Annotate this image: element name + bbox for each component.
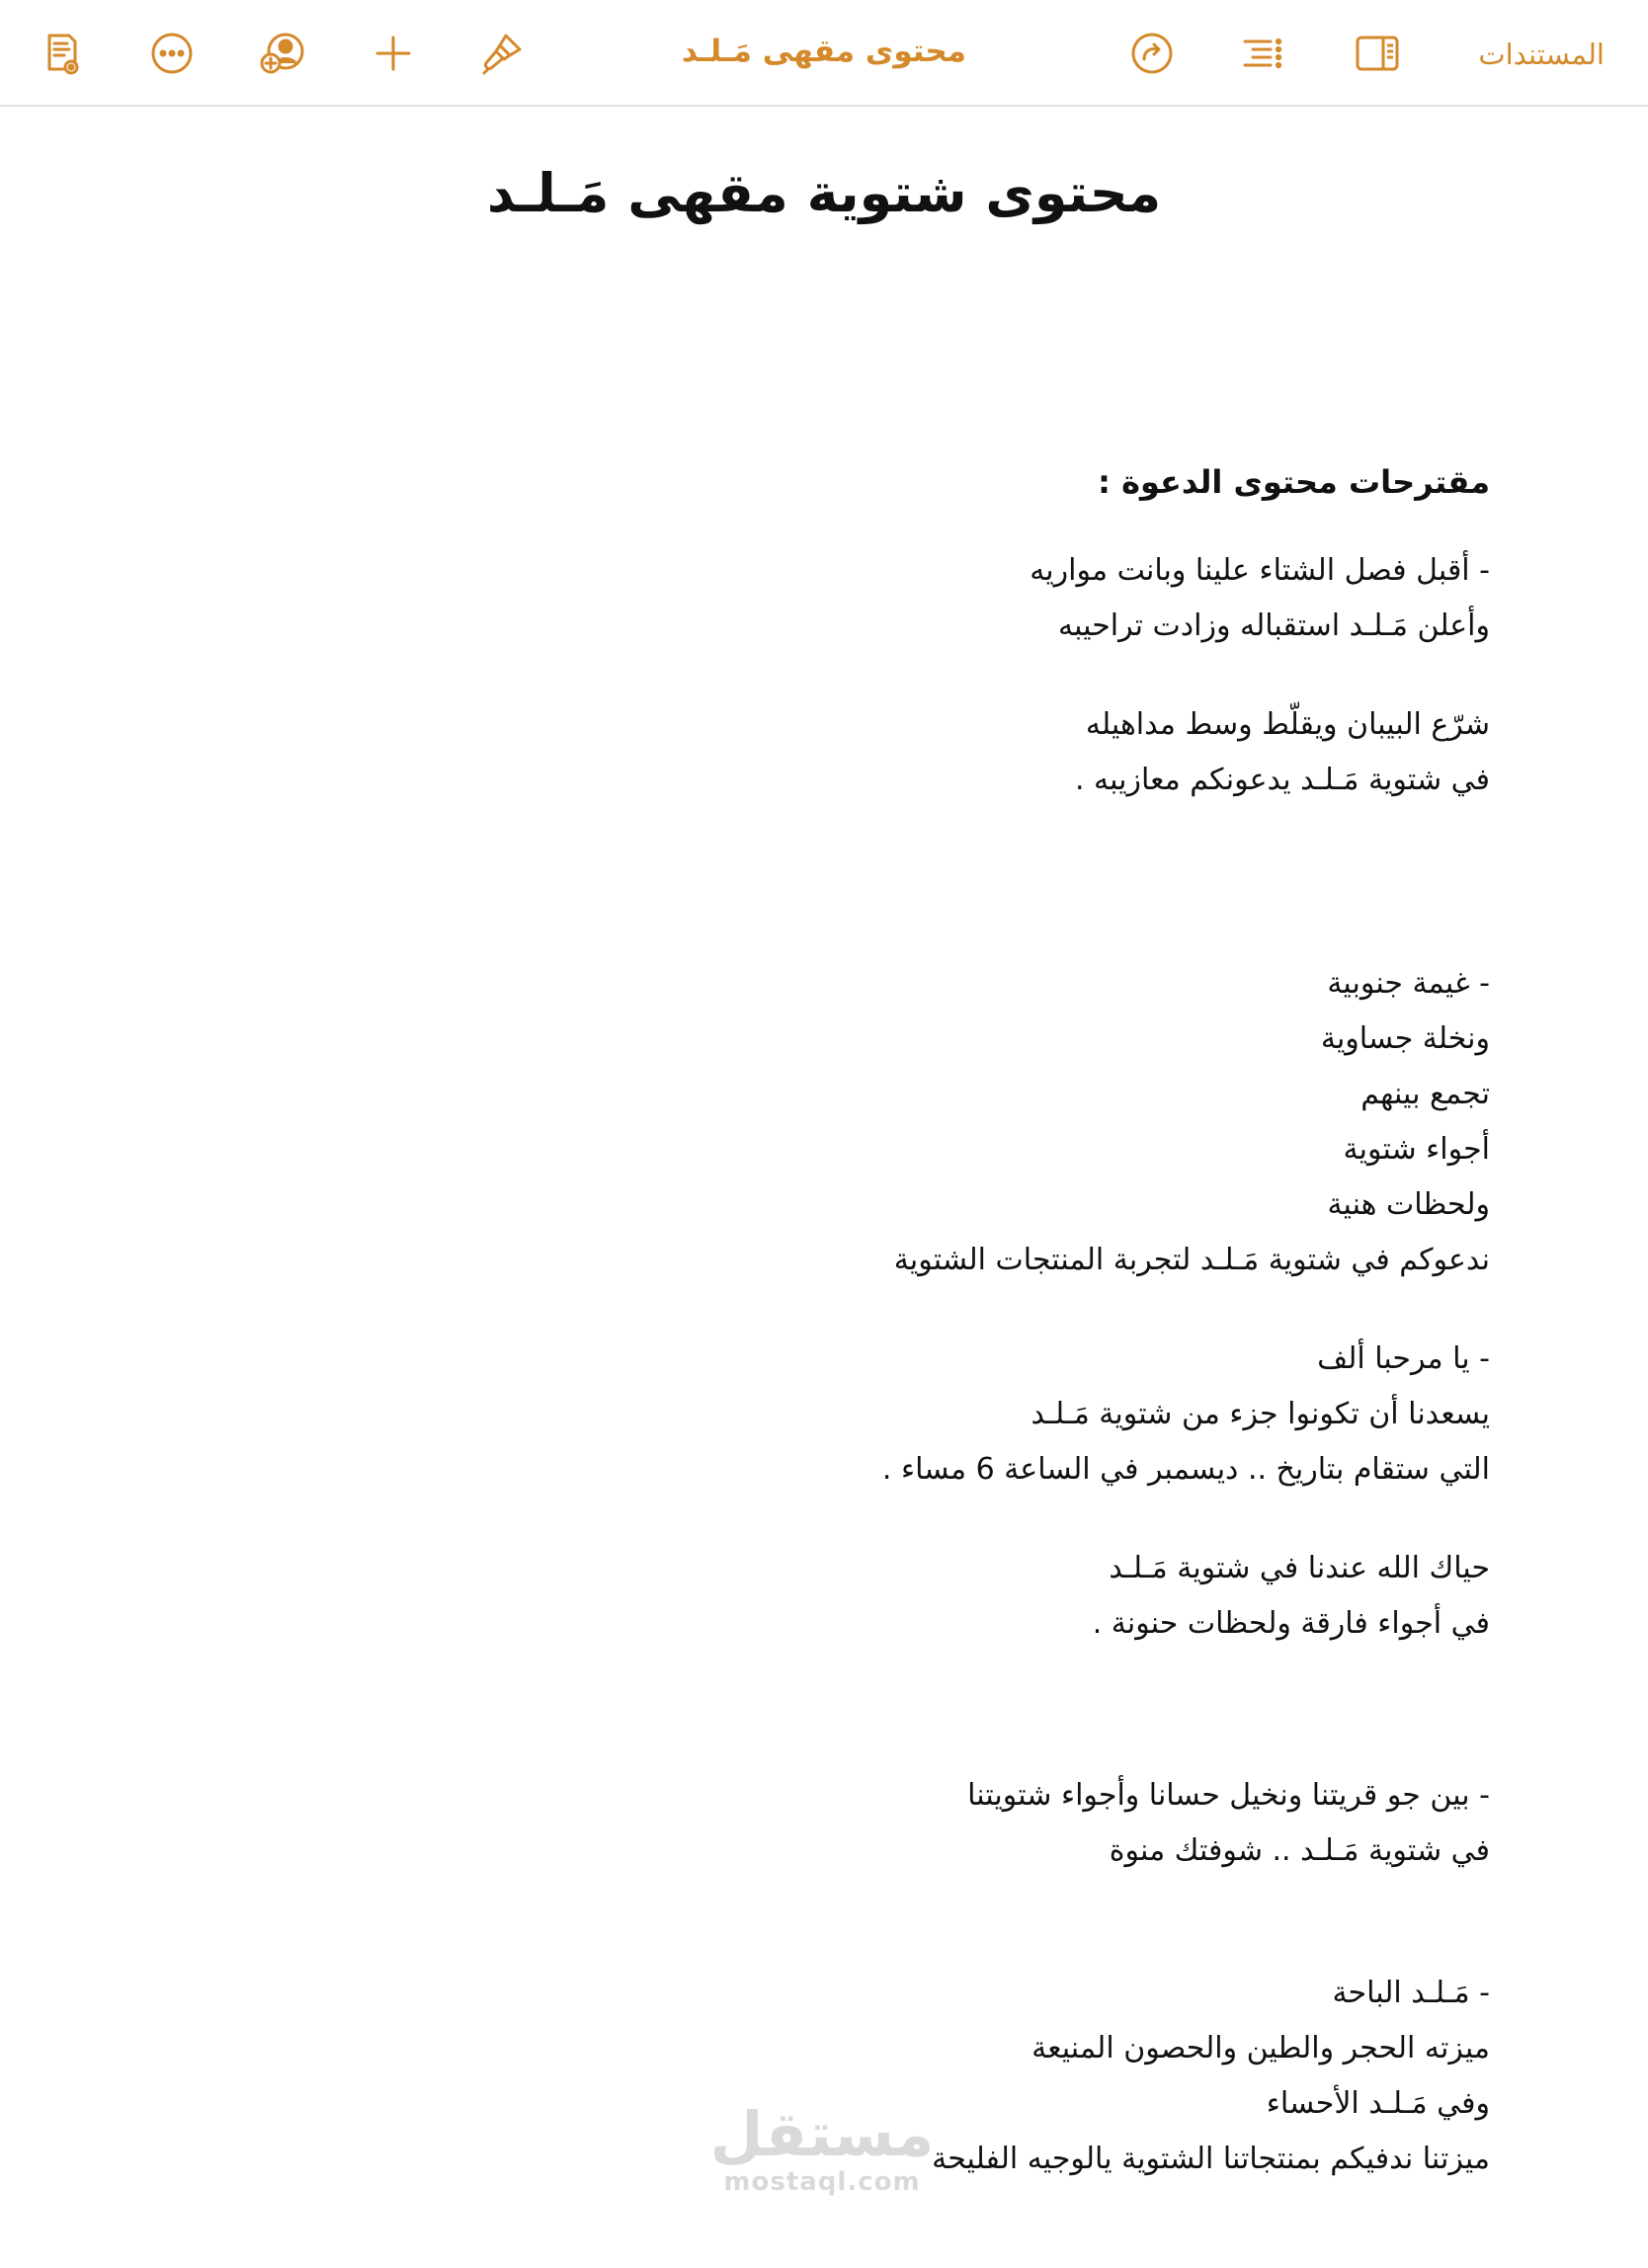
watermark-url: mostaql.com <box>723 2167 921 2197</box>
text-line: - بين جو قريتنا ونخيل حسانا وأجواء شتويتنا <box>967 1778 1490 1813</box>
section-heading: مقترحات محتوى الدعوة : <box>1098 463 1490 501</box>
more-icon[interactable] <box>144 26 200 81</box>
document-page[interactable] <box>0 109 1648 2268</box>
text-line: التي ستقام بتاريخ .. ديسمبر في الساعة 6 مساء . <box>881 1452 1490 1487</box>
add-icon[interactable] <box>366 26 421 81</box>
text-line: يسعدنا أن تكونوا جزء من شتوية مَـلـد <box>1030 1397 1490 1431</box>
text-line: - يا مرحبا ألف <box>1317 1341 1490 1376</box>
text-line: - مَـلـد الباحة <box>1332 1976 1490 2010</box>
text-line: شرّع البيبان ويقلّط وسط مداهيله <box>1085 707 1490 742</box>
page-title: محتوى شتوية مقهى مَـلـد <box>486 162 1162 224</box>
format-brush-icon[interactable] <box>474 26 530 81</box>
text-line: في أجواء فارقة ولحظات حنونة . <box>1092 1606 1490 1641</box>
text-line: ندعوكم في شتوية مَـلـد لتجربة المنتجات الشتوية <box>893 1243 1490 1277</box>
watermark-logo <box>703 2098 941 2197</box>
collaborate-icon[interactable] <box>255 26 310 81</box>
text-line: حياك الله عندنا في شتوية مَـلـد <box>1109 1551 1490 1585</box>
documents-button[interactable]: المستندات <box>1478 38 1605 71</box>
reading-view-icon[interactable] <box>34 26 89 81</box>
text-line: في شتوية مَـلـد يدعونكم معازيبه . <box>1074 763 1490 797</box>
text-line: في شتوية مَـلـد .. شوفتك منوة <box>1109 1833 1490 1868</box>
redo-icon[interactable] <box>1124 26 1180 81</box>
text-line: أجواء شتوية <box>1343 1132 1490 1167</box>
text-line: وأعلن مَـلـد استقباله وزادت تراحيبه <box>1058 608 1490 643</box>
text-line: ونخلة جساوية <box>1320 1021 1490 1056</box>
text-line: - غيمة جنوبية <box>1327 966 1490 1001</box>
watermark-logo-text: مستقل <box>709 2098 935 2170</box>
text-line: - أقبل فصل الشتاء علينا وبانت مواريه <box>1030 553 1490 588</box>
sidebar-icon[interactable] <box>1350 26 1405 81</box>
toolbar <box>0 0 1648 107</box>
text-line: ميزته الحجر والطين والحصون المنيعة <box>1031 2031 1490 2066</box>
document-body[interactable] <box>502 454 1490 2187</box>
text-line: تجمع بينهم <box>1360 1077 1490 1111</box>
text-line: ولحظات هنية <box>1327 1187 1490 1222</box>
list-icon[interactable] <box>1235 26 1290 81</box>
document-title-toolbar[interactable]: محتوى مقهى مَـلـد <box>682 34 966 69</box>
text-line: ميزتنا ندفيكم بمنتجاتنا الشتوية يالوجيه الفليحة <box>932 2142 1490 2176</box>
text-line: وفي مَـلـد الأحساء <box>1266 2086 1490 2121</box>
